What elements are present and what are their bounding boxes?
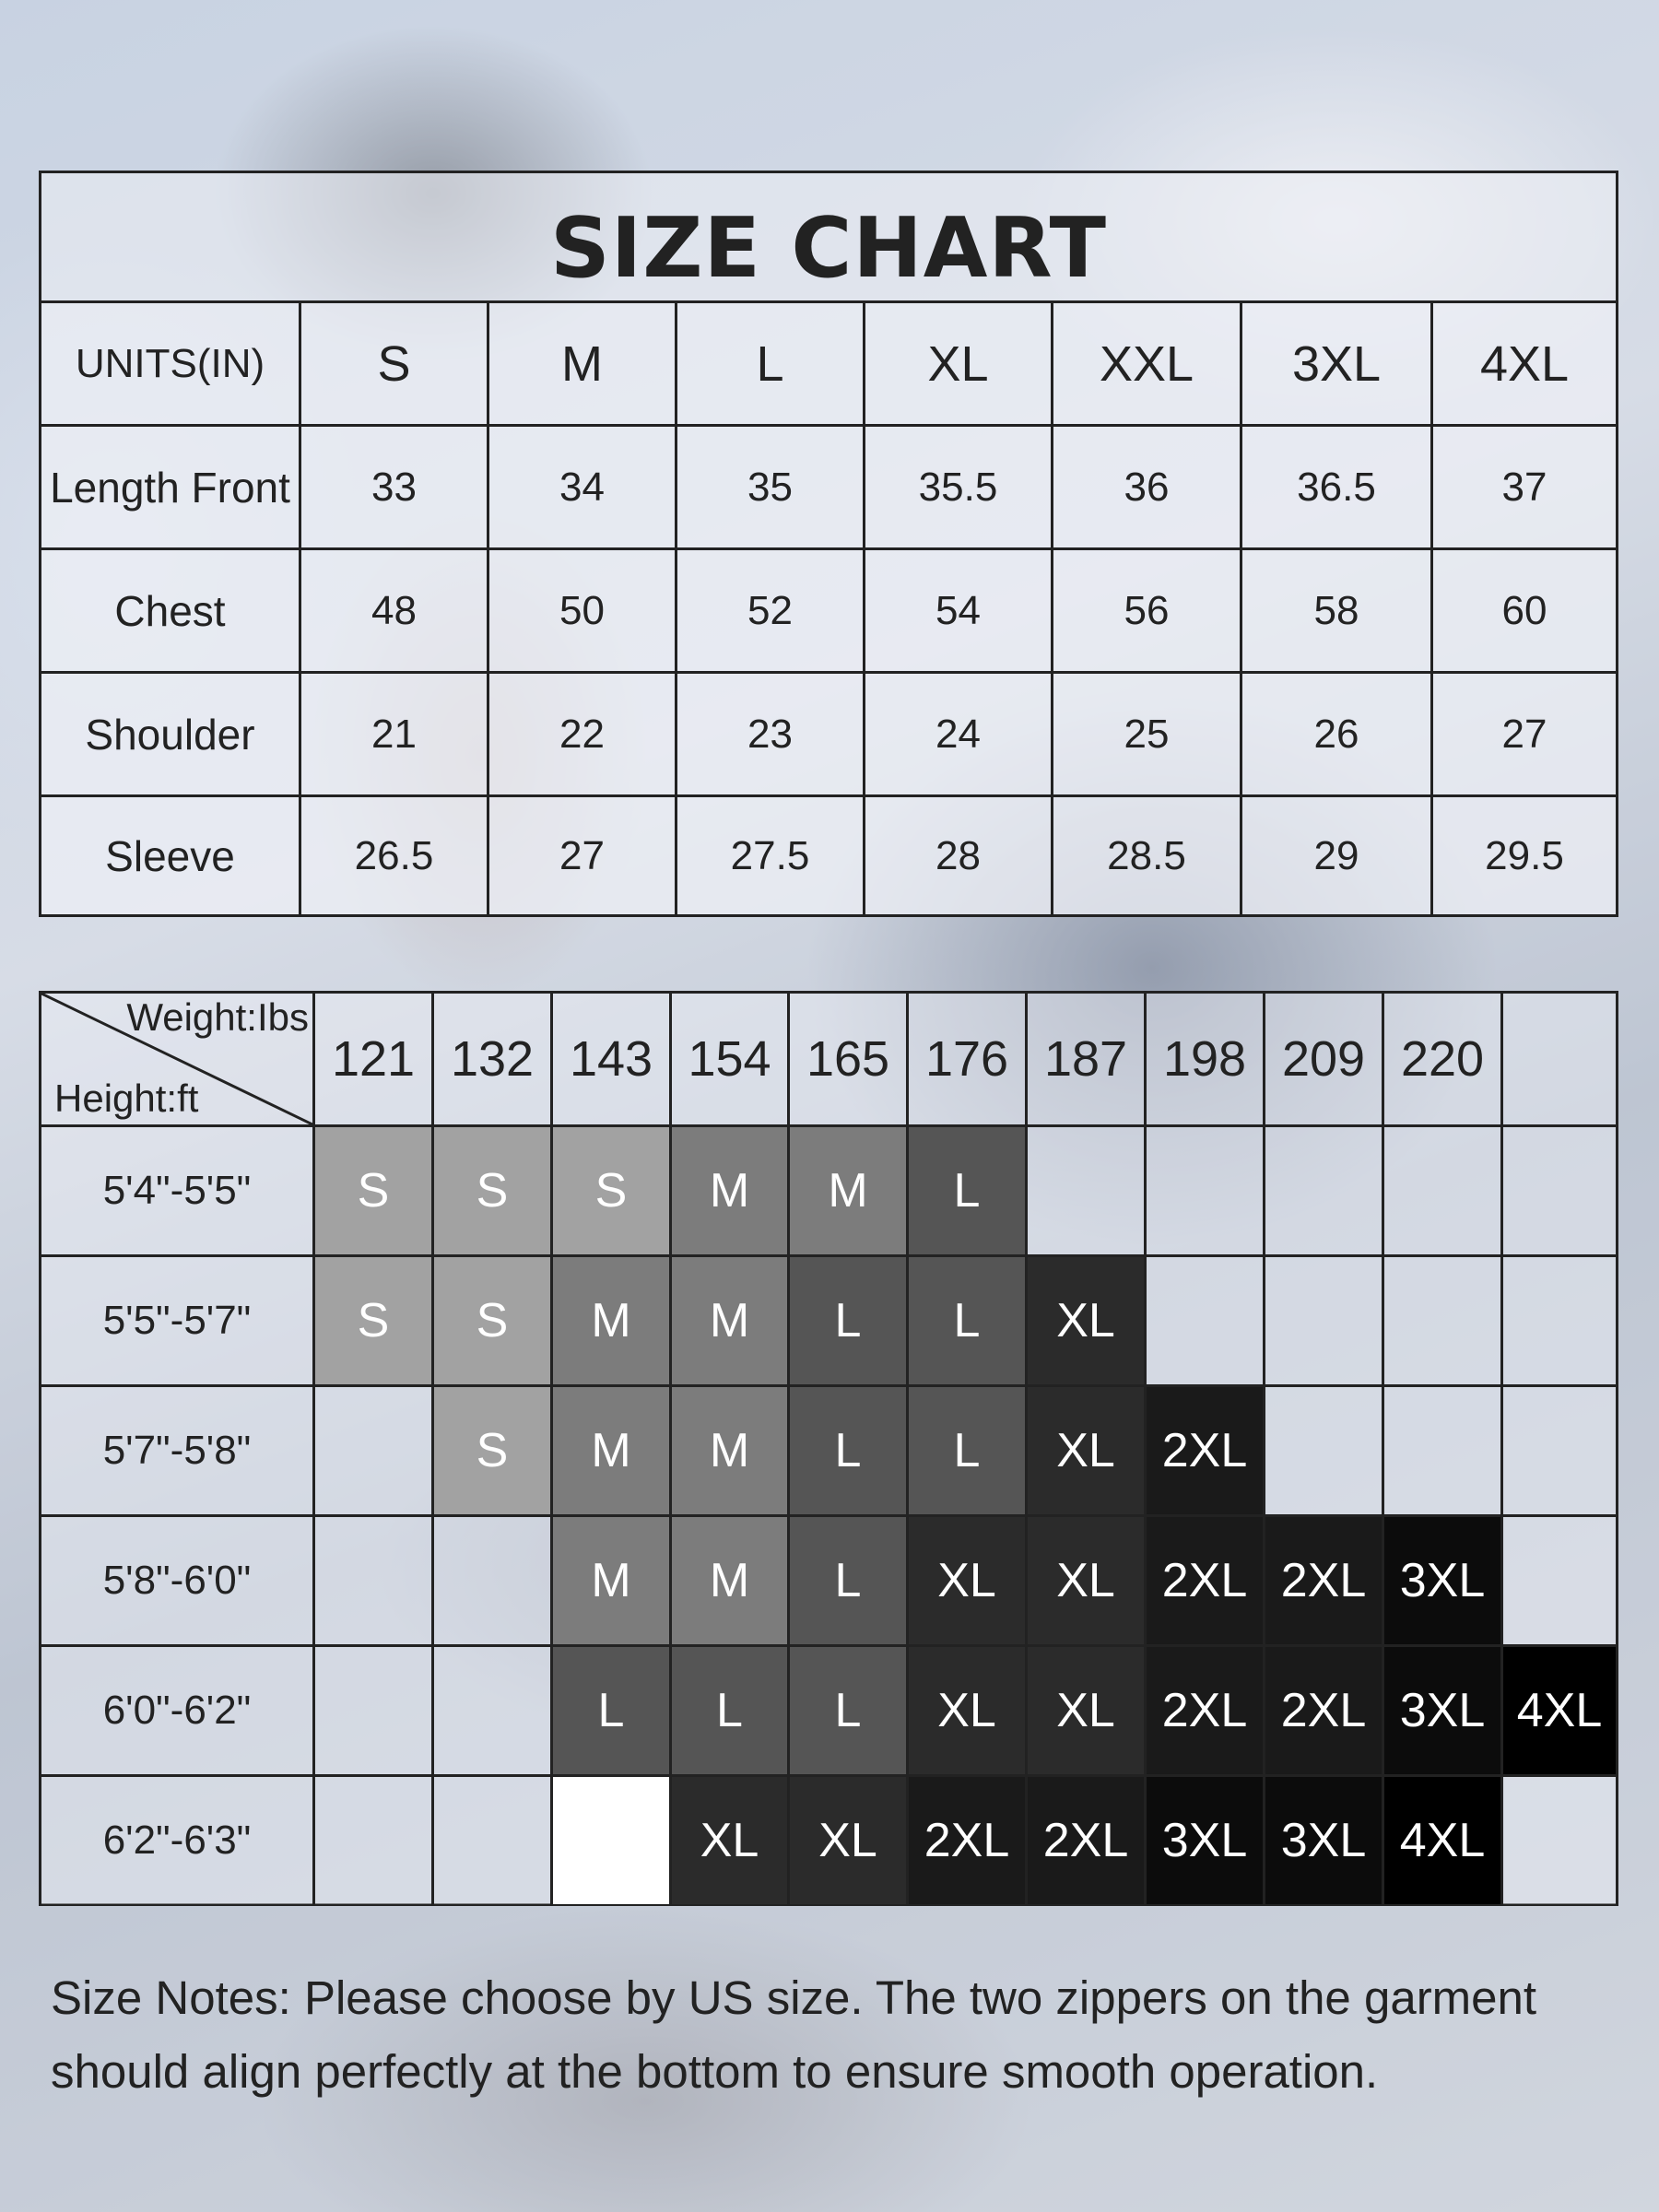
weight-header-cell xyxy=(1503,994,1616,1127)
empty-cell xyxy=(315,1777,434,1904)
size-recommendation-cell: L xyxy=(909,1387,1028,1517)
measure-value-cell: 25 xyxy=(1053,674,1242,797)
empty-cell xyxy=(1503,1517,1616,1647)
size-recommendation-cell: M xyxy=(672,1257,790,1387)
weight-header-cell: 132 xyxy=(434,994,553,1127)
empty-cell xyxy=(434,1517,553,1647)
measure-value-cell: 35.5 xyxy=(865,427,1053,550)
height-axis-label: Height:ft xyxy=(54,1077,199,1120)
weight-axis-label: Weight:Ibs xyxy=(126,995,309,1039)
size-recommendation-cell: S xyxy=(434,1127,553,1257)
size-recommendation-cell: 4XL xyxy=(1384,1777,1503,1904)
empty-cell xyxy=(315,1387,434,1517)
height-range-label: 6'2"-6'3" xyxy=(41,1777,315,1904)
size-header-4xl: 4XL xyxy=(1433,303,1616,427)
size-recommendation-cell: 3XL xyxy=(1384,1517,1503,1647)
size-header-l: L xyxy=(677,303,865,427)
measure-value-cell: 23 xyxy=(677,674,865,797)
measure-value-cell: 52 xyxy=(677,550,865,674)
size-chart-grid xyxy=(41,303,1616,914)
measure-value-cell: 26.5 xyxy=(301,797,489,914)
measure-label-length-front: Length Front xyxy=(41,427,301,550)
empty-cell xyxy=(1384,1387,1503,1517)
empty-cell xyxy=(1503,1387,1616,1517)
empty-cell xyxy=(1265,1387,1384,1517)
size-recommendation-cell: L xyxy=(790,1647,909,1777)
chart-title: SIZE CHART xyxy=(41,173,1616,303)
empty-cell xyxy=(1503,1777,1616,1904)
size-recommendation-cell: M xyxy=(553,1257,672,1387)
measure-value-cell: 33 xyxy=(301,427,489,550)
weight-header-cell: 209 xyxy=(1265,994,1384,1127)
size-recommendation-cell: L xyxy=(909,1257,1028,1387)
measure-value-cell: 27.5 xyxy=(677,797,865,914)
empty-cell xyxy=(1147,1127,1265,1257)
measure-value-cell: 48 xyxy=(301,550,489,674)
units-label: UNITS(IN) xyxy=(41,303,301,427)
weight-header-cell: 187 xyxy=(1028,994,1147,1127)
size-recommendation-cell: L xyxy=(909,1127,1028,1257)
size-recommendation-cell: L xyxy=(790,1517,909,1647)
measure-value-cell: 35 xyxy=(677,427,865,550)
measure-value-cell: 29.5 xyxy=(1433,797,1616,914)
measure-value-cell: 28.5 xyxy=(1053,797,1242,914)
measure-value-cell: 22 xyxy=(489,674,677,797)
measure-value-cell: 37 xyxy=(1433,427,1616,550)
size-recommendation-cell: M xyxy=(553,1387,672,1517)
size-recommendation-cell: 2XL xyxy=(1147,1647,1265,1777)
size-recommendation-cell: XL xyxy=(1028,1387,1147,1517)
size-recommendation-cell: 2XL xyxy=(909,1777,1028,1904)
measure-value-cell: 36 xyxy=(1053,427,1242,550)
measure-value-cell: 36.5 xyxy=(1242,427,1433,550)
size-recommendation-cell: L xyxy=(790,1257,909,1387)
measure-value-cell: 60 xyxy=(1433,550,1616,674)
size-recommendation-cell: XL xyxy=(1028,1517,1147,1647)
height-weight-table xyxy=(39,991,1618,1906)
weight-header-cell: 165 xyxy=(790,994,909,1127)
size-recommendation-cell: S xyxy=(434,1257,553,1387)
size-notes-line-2: should align perfectly at the bottom to ensure smooth operation. xyxy=(51,2045,1379,2098)
measure-label-shoulder: Shoulder xyxy=(41,674,301,797)
size-recommendation-cell: 2XL xyxy=(1147,1517,1265,1647)
size-recommendation-cell: XL xyxy=(1028,1647,1147,1777)
size-recommendation-cell: 2XL xyxy=(1028,1777,1147,1904)
size-recommendation-cell: L xyxy=(790,1387,909,1517)
measure-value-cell: 28 xyxy=(865,797,1053,914)
empty-cell xyxy=(434,1647,553,1777)
empty-cell xyxy=(553,1777,672,1904)
size-recommendation-cell: 3XL xyxy=(1265,1777,1384,1904)
size-recommendation-cell: 2XL xyxy=(1265,1647,1384,1777)
size-recommendation-cell: 2XL xyxy=(1147,1387,1265,1517)
size-recommendation-cell: L xyxy=(672,1647,790,1777)
weight-header-cell: 143 xyxy=(553,994,672,1127)
size-header-s: S xyxy=(301,303,489,427)
empty-cell xyxy=(1384,1257,1503,1387)
measure-value-cell: 29 xyxy=(1242,797,1433,914)
size-recommendation-cell: 2XL xyxy=(1265,1517,1384,1647)
size-recommendation-cell: M xyxy=(672,1517,790,1647)
weight-header-cell: 220 xyxy=(1384,994,1503,1127)
empty-cell xyxy=(1147,1257,1265,1387)
size-recommendation-cell: S xyxy=(315,1257,434,1387)
measure-value-cell: 27 xyxy=(1433,674,1616,797)
weight-header-cell: 176 xyxy=(909,994,1028,1127)
measure-value-cell: 54 xyxy=(865,550,1053,674)
measure-value-cell: 58 xyxy=(1242,550,1433,674)
size-recommendation-cell: 3XL xyxy=(1147,1777,1265,1904)
size-notes-line-1: Size Notes: Please choose by US size. The two zippers on the garment xyxy=(51,1971,1537,2024)
empty-cell xyxy=(1503,1127,1616,1257)
size-recommendation-cell: M xyxy=(790,1127,909,1257)
corner-header-cell xyxy=(41,994,315,1127)
empty-cell xyxy=(434,1777,553,1904)
empty-cell xyxy=(1503,1257,1616,1387)
measure-value-cell: 21 xyxy=(301,674,489,797)
measure-value-cell: 56 xyxy=(1053,550,1242,674)
measure-value-cell: 26 xyxy=(1242,674,1433,797)
height-range-label: 5'4"-5'5" xyxy=(41,1127,315,1257)
size-notes xyxy=(51,1961,1562,2109)
size-recommendation-cell: XL xyxy=(909,1517,1028,1647)
measure-value-cell: 27 xyxy=(489,797,677,914)
weight-header-cell: 121 xyxy=(315,994,434,1127)
size-recommendation-cell: XL xyxy=(672,1777,790,1904)
measure-value-cell: 24 xyxy=(865,674,1053,797)
size-recommendation-cell: 3XL xyxy=(1384,1647,1503,1777)
size-recommendation-cell: M xyxy=(672,1387,790,1517)
height-range-label: 5'5"-5'7" xyxy=(41,1257,315,1387)
height-range-label: 5'8"-6'0" xyxy=(41,1517,315,1647)
size-recommendation-cell: XL xyxy=(790,1777,909,1904)
size-header-m: M xyxy=(489,303,677,427)
size-recommendation-cell: M xyxy=(553,1517,672,1647)
empty-cell xyxy=(315,1517,434,1647)
empty-cell xyxy=(1265,1257,1384,1387)
empty-cell xyxy=(1028,1127,1147,1257)
empty-cell xyxy=(315,1647,434,1777)
height-weight-grid xyxy=(41,994,1616,1904)
size-header-xxl: XXL xyxy=(1053,303,1242,427)
height-range-label: 5'7"-5'8" xyxy=(41,1387,315,1517)
size-header-3xl: 3XL xyxy=(1242,303,1433,427)
empty-cell xyxy=(1265,1127,1384,1257)
measure-label-chest: Chest xyxy=(41,550,301,674)
size-recommendation-cell: M xyxy=(672,1127,790,1257)
size-recommendation-cell: S xyxy=(553,1127,672,1257)
size-recommendation-cell: L xyxy=(553,1647,672,1777)
measure-value-cell: 34 xyxy=(489,427,677,550)
height-range-label: 6'0"-6'2" xyxy=(41,1647,315,1777)
weight-header-cell: 154 xyxy=(672,994,790,1127)
size-recommendation-cell: S xyxy=(434,1387,553,1517)
size-recommendation-cell: XL xyxy=(1028,1257,1147,1387)
size-recommendation-cell: XL xyxy=(909,1647,1028,1777)
size-chart-table xyxy=(39,171,1618,917)
weight-header-cell: 198 xyxy=(1147,994,1265,1127)
measure-value-cell: 50 xyxy=(489,550,677,674)
measure-label-sleeve: Sleeve xyxy=(41,797,301,914)
size-recommendation-cell: 4XL xyxy=(1503,1647,1616,1777)
size-header-xl: XL xyxy=(865,303,1053,427)
empty-cell xyxy=(1384,1127,1503,1257)
size-recommendation-cell: S xyxy=(315,1127,434,1257)
